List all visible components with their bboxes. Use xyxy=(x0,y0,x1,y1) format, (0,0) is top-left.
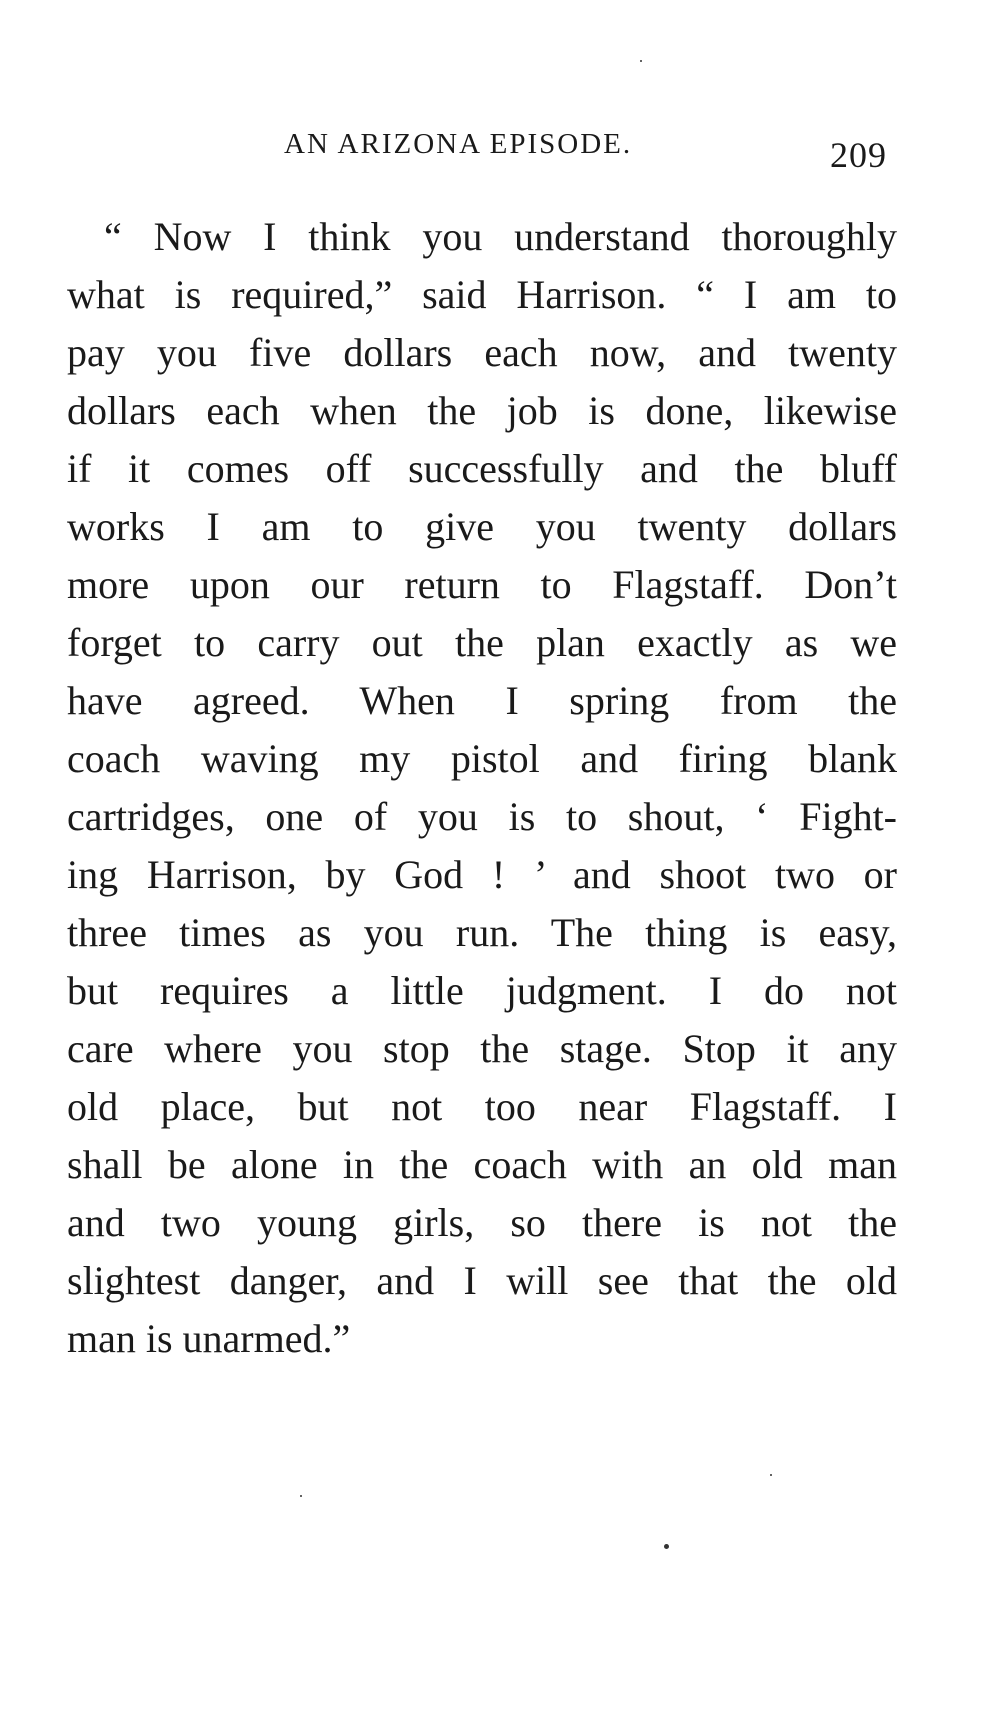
text-line: pay you five dollars each now, and twenty xyxy=(67,330,897,375)
ink-speck xyxy=(770,1474,772,1476)
text-line: coach waving my pistol and firing blank xyxy=(67,736,897,781)
text-line: but requires a little judgment. I do not xyxy=(67,968,897,1013)
running-head: AN ARIZONA EPISODE. xyxy=(284,128,633,160)
text-line: works I am to give you twenty dollars xyxy=(67,504,897,549)
text-line: forget to carry out the plan exactly as we xyxy=(67,620,897,665)
ink-speck xyxy=(664,1544,669,1549)
text-line: slightest danger, and I will see that the old xyxy=(67,1258,897,1303)
ink-speck xyxy=(640,60,642,62)
text-line: “ Now I think you understand thoroughly xyxy=(104,214,897,259)
page-number: 209 xyxy=(830,135,887,175)
ink-speck xyxy=(300,1495,302,1497)
text-line: and two young girls, so there is not the xyxy=(67,1200,897,1245)
text-line: three times as you run. The thing is easy, xyxy=(67,910,897,955)
text-line: cartridges, one of you is to shout, ‘ Fight- xyxy=(67,794,897,839)
text-line: ing Harrison, by God ! ’ and shoot two or xyxy=(67,852,897,897)
text-line: man is unarmed.” xyxy=(67,1316,351,1361)
text-line: old place, but not too near Flagstaff. I xyxy=(67,1084,897,1129)
text-line: have agreed. When I spring from the xyxy=(67,678,897,723)
text-line: care where you stop the stage. Stop it any xyxy=(67,1026,897,1071)
body-text xyxy=(67,208,897,1368)
text-line: shall be alone in the coach with an old man xyxy=(67,1142,897,1187)
text-line: what is required,” said Harrison. “ I am to xyxy=(67,272,897,317)
text-line: dollars each when the job is done, likewise xyxy=(67,388,897,433)
text-line: more upon our return to Flagstaff. Don’t xyxy=(67,562,897,607)
text-line: if it comes off successfully and the bluff xyxy=(67,446,897,491)
